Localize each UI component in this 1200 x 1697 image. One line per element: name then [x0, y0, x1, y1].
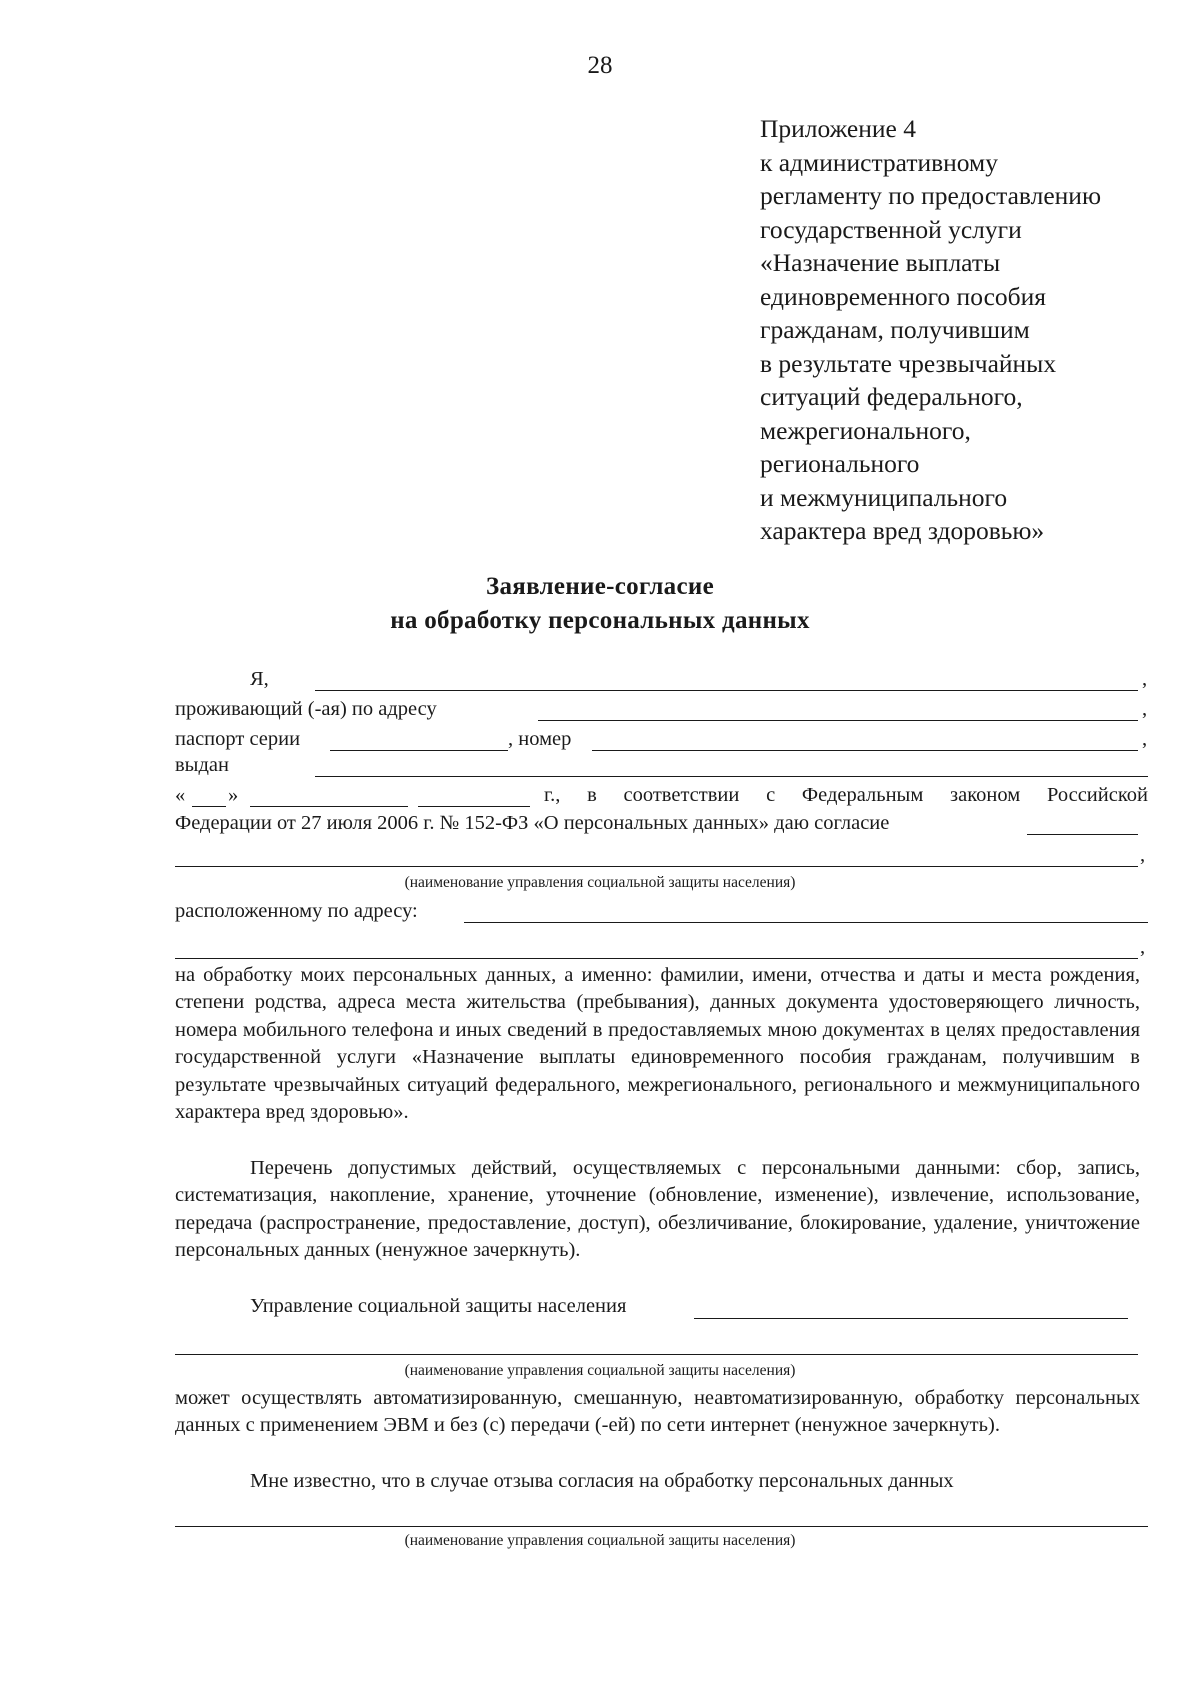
address-label: проживающий (-ая) по адресу	[175, 698, 437, 720]
appendix-line: ситуаций федерального,	[760, 382, 1023, 411]
appendix-line: регламенту по предоставлению	[760, 181, 1102, 210]
issue-month-field[interactable]	[250, 806, 408, 807]
passport-series-label: паспорт серии	[175, 728, 301, 750]
passport-number-field[interactable]	[592, 750, 1138, 751]
passport-series-field[interactable]	[330, 750, 508, 751]
field-caption: (наименование управления социальной защиты населения)	[404, 1362, 796, 1379]
located-address-field-2[interactable]	[175, 958, 1138, 959]
date-open-quote: «	[175, 784, 186, 806]
field-caption: (наименование управления социальной защиты населения)	[404, 874, 796, 891]
date-close-quote: »	[228, 784, 239, 806]
appendix-line: Приложение 4	[760, 114, 916, 143]
appendix-block	[760, 112, 1101, 548]
located-label: расположенному по адресу:	[175, 900, 418, 922]
appendix-line: гражданам, получившим	[760, 315, 1030, 344]
located-address-field[interactable]	[464, 922, 1148, 923]
consent-paragraph: на обработку моих персональных данных, а именно: фамилии, имени, отчества и даты и места рождения, степени родства, адреса места жительства (пребывания), данных документа удостоверяющего личность, номера мобильного телефона и иных сведений в предоставляемых мною документах в целях предоставления государственной услуги «Назначение выплаты единовременного пособия гражданам, получившим в результате чрезвычайных ситуаций федерального, межрегионального, регионального и межмуниципального характера вред здоровью».	[175, 964, 1140, 1124]
authority-name-field[interactable]	[694, 1318, 1128, 1319]
comma: ,	[1140, 936, 1146, 958]
consent-to-field[interactable]	[1027, 834, 1138, 835]
issued-label: выдан	[175, 754, 229, 776]
field-caption: (наименование управления социальной защиты населения)	[404, 1532, 796, 1549]
processing-paragraph: может осуществлять автоматизированную, смешанную, неавтоматизированную, обработку персональных данных с применением ЭВМ и без (с) передачи (-ей) по сети интернет (ненужное зачеркнуть).	[175, 1387, 1140, 1437]
issue-day-field[interactable]	[192, 806, 226, 807]
comma: ,	[1140, 844, 1146, 866]
full-name-field[interactable]	[315, 690, 1138, 691]
social-protection-name-field[interactable]	[175, 866, 1138, 867]
year-text: г., в соответствии с Федеральным законом Российской	[544, 784, 1148, 806]
revocation-authority-field[interactable]	[175, 1526, 1148, 1527]
issue-year-field[interactable]	[418, 806, 530, 807]
comma: ,	[1142, 728, 1148, 750]
appendix-line: регионального	[760, 449, 920, 478]
passport-number-label: , номер	[508, 728, 572, 750]
appendix-line: межрегионального,	[760, 415, 971, 445]
document-subtitle: на обработку персональных данных	[390, 607, 810, 634]
appendix-line: характера вред здоровью»	[760, 516, 1045, 545]
page-number: 28	[587, 52, 613, 79]
comma: ,	[1142, 668, 1148, 690]
appendix-line: единовременного пособия	[760, 281, 1047, 311]
issued-by-field[interactable]	[315, 776, 1148, 777]
appendix-line: к административному	[760, 147, 998, 177]
document-title: Заявление-согласие	[486, 573, 714, 600]
appendix-line: и межмуниципального	[760, 482, 1008, 512]
ya-label: Я,	[250, 668, 269, 690]
actions-paragraph: Перечень допустимых действий, осуществляемых с персональными данными: сбор, запись, систематизация, накопление, хранение, уточнение (обновление, изменение), извлечение, использование, передача (распространение, предоставление, доступ), обезличивание, блокирование, удаление, уничтожение персональных данных (ненужное зачеркнуть).	[175, 1157, 1140, 1262]
authority-name-field-2[interactable]	[175, 1354, 1138, 1355]
appendix-line: государственной услуги	[760, 214, 1022, 244]
residence-address-field[interactable]	[538, 720, 1138, 721]
appendix-line: «Назначение выплаты	[760, 248, 1001, 277]
authority-label: Управление социальной защиты населения	[250, 1295, 627, 1317]
revocation-paragraph: Мне известно, что в случае отзыва согласия на обработку персональных данных	[250, 1470, 954, 1492]
law-text: Федерации от 27 июля 2006 г. № 152-ФЗ «О персональных данных» даю согласие	[175, 812, 890, 834]
comma: ,	[1142, 698, 1148, 720]
appendix-line: в результате чрезвычайных	[760, 348, 1057, 378]
